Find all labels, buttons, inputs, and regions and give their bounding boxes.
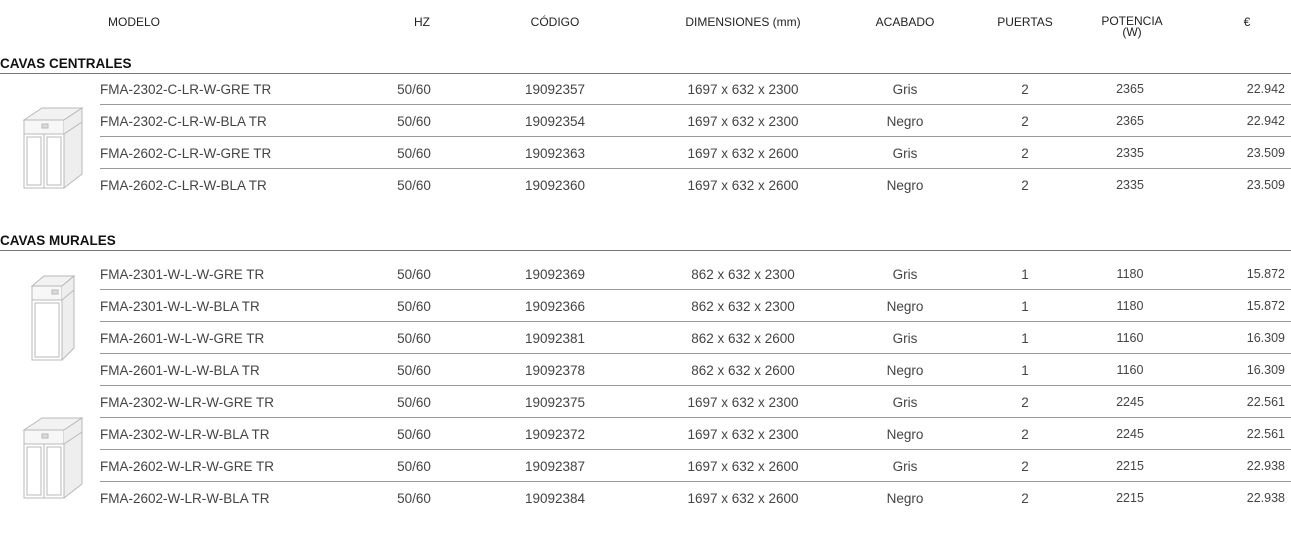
cell-potencia: 2365 bbox=[1116, 82, 1144, 96]
cell-hz: 50/60 bbox=[397, 299, 431, 314]
cell-codigo: 19092372 bbox=[524, 427, 586, 442]
table-row bbox=[100, 418, 1291, 450]
cell-dimensiones: 862 x 632 x 2600 bbox=[691, 331, 795, 346]
cell-codigo: 19092381 bbox=[524, 331, 586, 346]
cell-acabado: Gris bbox=[892, 82, 918, 97]
cell-codigo: 19092357 bbox=[524, 82, 586, 97]
table-row bbox=[100, 290, 1291, 322]
cell-precio: 23.509 bbox=[1246, 178, 1285, 192]
cell-modelo: FMA-2602-W-LR-W-BLA TR bbox=[100, 491, 270, 506]
cell-modelo: FMA-2602-W-LR-W-GRE TR bbox=[100, 459, 275, 474]
cell-precio: 22.938 bbox=[1246, 459, 1285, 473]
cell-potencia: 2215 bbox=[1116, 491, 1144, 505]
cell-puertas: 2 bbox=[1021, 395, 1029, 410]
cell-puertas: 1 bbox=[1021, 363, 1029, 378]
table-row bbox=[100, 169, 1291, 201]
table-row bbox=[100, 386, 1291, 418]
cell-hz: 50/60 bbox=[397, 459, 431, 474]
cell-acabado: Negro bbox=[886, 114, 924, 129]
cell-modelo: FMA-2302-C-LR-W-GRE TR bbox=[100, 82, 272, 97]
table-row bbox=[100, 322, 1291, 354]
cell-puertas: 2 bbox=[1021, 427, 1029, 442]
cell-acabado: Gris bbox=[892, 459, 918, 474]
table-row bbox=[100, 482, 1291, 514]
cell-dimensiones: 1697 x 632 x 2300 bbox=[687, 427, 799, 442]
table-row bbox=[100, 105, 1291, 137]
cell-dimensiones: 1697 x 632 x 2600 bbox=[687, 178, 799, 193]
cell-codigo: 19092360 bbox=[524, 178, 586, 193]
cell-puertas: 2 bbox=[1021, 114, 1029, 129]
header-modelo: MODELO bbox=[108, 15, 161, 29]
table-row bbox=[100, 258, 1291, 290]
header-codigo: CÓDIGO bbox=[530, 15, 580, 29]
cell-dimensiones: 1697 x 632 x 2600 bbox=[687, 459, 799, 474]
cell-acabado: Gris bbox=[892, 146, 918, 161]
cell-potencia: 2245 bbox=[1116, 395, 1144, 409]
header-puertas: PUERTAS bbox=[997, 15, 1053, 29]
cell-hz: 50/60 bbox=[397, 491, 431, 506]
double-door-cabinet-icon bbox=[18, 100, 86, 196]
header-dimensiones: DIMENSIONES (mm) bbox=[685, 15, 801, 29]
cell-modelo: FMA-2602-C-LR-W-GRE TR bbox=[100, 146, 272, 161]
cell-dimensiones: 1697 x 632 x 2600 bbox=[687, 491, 799, 506]
cell-codigo: 19092363 bbox=[524, 146, 586, 161]
cell-precio: 22.561 bbox=[1246, 395, 1285, 409]
cell-acabado: Negro bbox=[886, 299, 924, 314]
cell-acabado: Negro bbox=[886, 178, 924, 193]
cell-dimensiones: 862 x 632 x 2600 bbox=[691, 363, 795, 378]
header-hz: HZ bbox=[414, 15, 430, 29]
cell-precio: 16.309 bbox=[1246, 363, 1285, 377]
section-title-cavas-centrales: CAVAS CENTRALES bbox=[0, 56, 132, 71]
header-precio: € bbox=[1243, 15, 1251, 29]
cell-puertas: 1 bbox=[1021, 299, 1029, 314]
cell-acabado: Negro bbox=[886, 363, 924, 378]
cell-codigo: 19092378 bbox=[524, 363, 586, 378]
cell-dimensiones: 1697 x 632 x 2600 bbox=[687, 146, 799, 161]
table-row bbox=[100, 73, 1291, 105]
cell-puertas: 2 bbox=[1021, 146, 1029, 161]
cell-codigo: 19092387 bbox=[524, 459, 586, 474]
cell-hz: 50/60 bbox=[397, 114, 431, 129]
cell-precio: 16.309 bbox=[1246, 331, 1285, 345]
cell-modelo: FMA-2301-W-L-W-GRE TR bbox=[100, 267, 265, 282]
cell-acabado: Gris bbox=[892, 395, 918, 410]
section-title-cavas-murales: CAVAS MURALES bbox=[0, 233, 116, 248]
cell-dimensiones: 1697 x 632 x 2300 bbox=[687, 114, 799, 129]
cell-puertas: 2 bbox=[1021, 459, 1029, 474]
section-divider bbox=[0, 250, 1291, 251]
cell-modelo: FMA-2601-W-L-W-GRE TR bbox=[100, 331, 265, 346]
cell-hz: 50/60 bbox=[397, 363, 431, 378]
cell-hz: 50/60 bbox=[397, 178, 431, 193]
cell-acabado: Gris bbox=[892, 267, 918, 282]
cell-modelo: FMA-2302-W-LR-W-BLA TR bbox=[100, 427, 270, 442]
cell-potencia: 2335 bbox=[1116, 146, 1144, 160]
cell-puertas: 2 bbox=[1021, 82, 1029, 97]
cell-potencia: 1180 bbox=[1116, 299, 1144, 313]
cell-acabado: Negro bbox=[886, 491, 924, 506]
cell-hz: 50/60 bbox=[397, 331, 431, 346]
cell-potencia: 1180 bbox=[1116, 267, 1144, 281]
cell-dimensiones: 862 x 632 x 2300 bbox=[691, 267, 795, 282]
cell-modelo: FMA-2602-C-LR-W-BLA TR bbox=[100, 178, 267, 193]
cell-precio: 22.942 bbox=[1246, 82, 1285, 96]
single-door-cabinet-icon bbox=[28, 268, 78, 368]
table-row bbox=[100, 354, 1291, 386]
table-row bbox=[100, 137, 1291, 169]
cell-puertas: 2 bbox=[1021, 491, 1029, 506]
cell-dimensiones: 1697 x 632 x 2300 bbox=[687, 82, 799, 97]
cell-puertas: 1 bbox=[1021, 331, 1029, 346]
cell-precio: 15.872 bbox=[1246, 267, 1285, 281]
cell-hz: 50/60 bbox=[397, 267, 431, 282]
cell-potencia: 2245 bbox=[1116, 427, 1144, 441]
cell-potencia: 2215 bbox=[1116, 459, 1144, 473]
cell-modelo: FMA-2301-W-L-W-BLA TR bbox=[100, 299, 260, 314]
cell-potencia: 2335 bbox=[1116, 178, 1144, 192]
cell-precio: 23.509 bbox=[1246, 146, 1285, 160]
cell-hz: 50/60 bbox=[397, 82, 431, 97]
cell-acabado: Negro bbox=[886, 427, 924, 442]
table-row bbox=[100, 450, 1291, 482]
cell-codigo: 19092354 bbox=[524, 114, 586, 129]
cell-precio: 15.872 bbox=[1246, 299, 1285, 313]
cell-modelo: FMA-2302-C-LR-W-BLA TR bbox=[100, 114, 267, 129]
cell-potencia: 2365 bbox=[1116, 114, 1144, 128]
cell-puertas: 1 bbox=[1021, 267, 1029, 282]
header-potencia: POTENCIA (W) bbox=[1101, 14, 1163, 39]
double-door-cabinet-icon bbox=[18, 410, 86, 506]
cell-dimensiones: 1697 x 632 x 2300 bbox=[687, 395, 799, 410]
header-acabado: ACABADO bbox=[875, 15, 935, 29]
cell-codigo: 19092369 bbox=[524, 267, 586, 282]
cell-potencia: 1160 bbox=[1116, 331, 1144, 345]
cell-acabado: Gris bbox=[892, 331, 918, 346]
cell-hz: 50/60 bbox=[397, 395, 431, 410]
cell-precio: 22.938 bbox=[1246, 491, 1285, 505]
cell-codigo: 19092366 bbox=[524, 299, 586, 314]
cell-puertas: 2 bbox=[1021, 178, 1029, 193]
cell-hz: 50/60 bbox=[397, 146, 431, 161]
cell-potencia: 1160 bbox=[1116, 363, 1144, 377]
cell-precio: 22.942 bbox=[1246, 114, 1285, 128]
cell-codigo: 19092375 bbox=[524, 395, 586, 410]
cell-codigo: 19092384 bbox=[524, 491, 586, 506]
cell-hz: 50/60 bbox=[397, 427, 431, 442]
cell-modelo: FMA-2601-W-L-W-BLA TR bbox=[100, 363, 260, 378]
cell-dimensiones: 862 x 632 x 2300 bbox=[691, 299, 795, 314]
cell-modelo: FMA-2302-W-LR-W-GRE TR bbox=[100, 395, 275, 410]
cell-precio: 22.561 bbox=[1246, 427, 1285, 441]
